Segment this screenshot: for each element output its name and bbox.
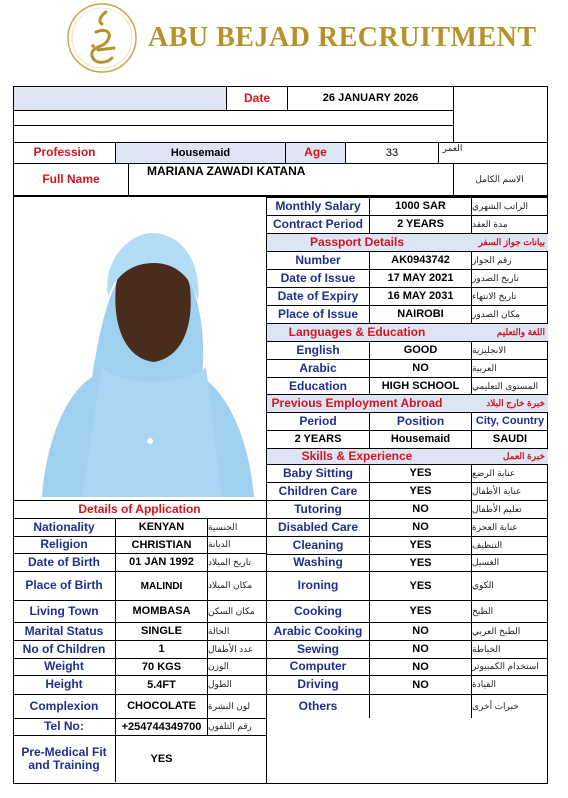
- emp-country-header: City, Country: [475, 415, 545, 428]
- skill-row-arabic: تعليم الأطفال: [472, 503, 522, 514]
- detail-arabic: تاريخ الميلاد: [208, 556, 251, 567]
- passport-header-title: Passport Details: [309, 234, 405, 249]
- skill-row-value: YES: [409, 485, 432, 498]
- detail-label: Marital Status: [24, 623, 104, 638]
- skill-row-arabic: استخدام الكمبيوتر: [472, 661, 539, 672]
- skill-row-label: Children Care: [278, 483, 358, 498]
- passport-row-label: Date of Issue: [280, 270, 356, 285]
- language-row-value: NO: [412, 362, 429, 375]
- detail-arabic: [208, 736, 266, 782]
- detail-label: Place of Birth: [25, 578, 103, 593]
- detail-arabic: الجنسية: [208, 521, 238, 532]
- skill-row-value: NO: [412, 678, 429, 691]
- detail-arabic: الحالة: [208, 625, 230, 636]
- detail-value: SINGLE: [141, 625, 182, 638]
- passport-row-value: NAIROBI: [397, 308, 444, 321]
- fullname-arabic: الاسم الكامل: [475, 173, 524, 184]
- detail-label: Nationality: [33, 519, 95, 534]
- profession-label: Profession: [33, 145, 96, 160]
- passport-row-value: AK0943742: [391, 254, 450, 267]
- skill-row-arabic: الكوي: [472, 580, 494, 591]
- emp-period-header: Period: [299, 413, 337, 428]
- skill-row-arabic: عناية الرضع: [472, 467, 516, 478]
- detail-arabic: الطول: [208, 679, 232, 690]
- skill-row-label: Disabled Care: [277, 519, 359, 534]
- skill-row-label: Arabic Cooking: [273, 623, 363, 638]
- detail-arabic: الوزن: [208, 661, 229, 672]
- skill-row-arabic: الطبخ العربي: [472, 625, 521, 636]
- monthly-salary-label: Monthly Salary: [275, 198, 361, 213]
- detail-value: KENYAN: [138, 521, 185, 534]
- contract-period-value: 2 YEARS: [397, 218, 444, 231]
- detail-label: Religion: [40, 537, 88, 552]
- passport-row-label: Place of Issue: [277, 306, 359, 321]
- language-row-label: English: [296, 342, 340, 357]
- skill-row-label: Cooking: [294, 603, 342, 618]
- skill-row-arabic: عناية العجزة: [472, 521, 518, 532]
- emp-period: 2 YEARS: [294, 433, 342, 446]
- skills-header-title: Skills & Experience: [301, 449, 413, 463]
- profession-value: Housemaid: [170, 146, 231, 159]
- detail-arabic: الديانة: [208, 539, 231, 550]
- detail-label: No of Children: [22, 641, 106, 656]
- passport-row-arabic: تاريخ الصدور: [472, 272, 519, 283]
- language-row-arabic: العربية: [472, 362, 497, 373]
- detail-arabic: عدد الأطفال: [208, 643, 254, 654]
- language-row-value: HIGH SCHOOL: [381, 380, 460, 393]
- detail-value: YES: [150, 752, 173, 765]
- language-row-value: GOOD: [403, 344, 438, 357]
- skill-row-value: NO: [412, 521, 429, 534]
- detail-value: CHRISTIAN: [131, 538, 192, 551]
- contract-period-arabic: مدة العقد: [472, 218, 508, 229]
- languages-header-title: Languages & Education: [288, 324, 426, 339]
- detail-label: Weight: [44, 659, 84, 674]
- skill-row-value: NO: [412, 643, 429, 656]
- skill-row-value: NO: [412, 625, 429, 638]
- skill-row-label: Sewing: [296, 641, 339, 656]
- emp-country: SAUDI: [492, 433, 528, 446]
- skill-row-label: Tutoring: [294, 501, 342, 516]
- skill-row-value: NO: [412, 660, 429, 673]
- detail-arabic: مكان السكن: [208, 605, 255, 616]
- calligraphy-logo-icon: [62, 2, 142, 74]
- languages-header-arabic: اللغة والتعليم: [496, 326, 545, 337]
- passport-row-arabic: رقم الجواز: [472, 254, 512, 265]
- detail-value: MALINDI: [140, 580, 183, 592]
- skill-row-label: Driving: [297, 677, 339, 692]
- detail-arabic: مكان الميلاد: [208, 580, 253, 591]
- detail-value: 1: [158, 643, 165, 656]
- passport-row-value: 16 MAY 2031: [387, 290, 454, 303]
- language-row-label: Arabic: [299, 360, 337, 375]
- detail-label: Date of Birth: [28, 554, 100, 569]
- candidate-photo: [22, 197, 262, 497]
- emp-position-header: Position: [396, 413, 445, 428]
- fullname-label: Full Name: [42, 171, 100, 186]
- skill-row-value: YES: [409, 605, 432, 618]
- monthly-salary-value: 1000 SAR: [395, 200, 446, 213]
- skill-row-arabic: الغسيل: [472, 557, 500, 568]
- skill-row-label: Ironing: [297, 578, 339, 593]
- detail-label: Tel No:: [44, 719, 84, 734]
- skill-row-arabic: خبرات أخرى: [472, 700, 519, 711]
- detail-label: Living Town: [29, 603, 99, 618]
- detail-label: Complexion: [29, 698, 99, 713]
- skill-row-label: Cleaning: [292, 537, 344, 552]
- skill-row-arabic: عناية الأطفال: [472, 485, 522, 496]
- skill-row-arabic: القيادة: [472, 679, 496, 690]
- detail-value: MOMBASA: [132, 605, 191, 618]
- detail-value: 01 JAN 1992: [129, 556, 194, 569]
- passport-row-arabic: تاريخ الانتهاء: [472, 290, 517, 301]
- detail-value: +254744349700: [121, 720, 202, 733]
- language-row-label: Education: [288, 378, 347, 393]
- passport-row-label: Number: [295, 252, 341, 267]
- age-arabic: العمر: [442, 143, 463, 154]
- skill-row-label: Washing: [293, 555, 343, 570]
- passport-row-label: Date of Expiry: [277, 288, 359, 303]
- company-name: ABU BEJAD RECRUITMENT: [148, 22, 537, 53]
- monthly-salary-arabic: الراتب الشهري: [472, 200, 528, 211]
- passport-header-arabic: بيانات جواز السفر: [478, 236, 545, 247]
- skill-row-value: NO: [412, 503, 429, 516]
- passport-row-arabic: مكان الصدور: [472, 308, 521, 319]
- language-row-arabic: المستوى التعليمي: [472, 380, 539, 391]
- skill-row-value: YES: [409, 539, 432, 552]
- language-row-arabic: الانجليزية: [472, 344, 506, 355]
- passport-row-value: 17 MAY 2021: [387, 272, 454, 285]
- fullname-value: MARIANA ZAWADI KATANA: [147, 164, 306, 179]
- skill-row-label: Baby Sitting: [282, 465, 353, 480]
- top-shade: [14, 87, 226, 110]
- details-title: Details of Application: [78, 501, 201, 516]
- age-value: 33: [385, 146, 399, 159]
- skill-row-label: Others: [298, 698, 338, 713]
- skill-row-value: YES: [409, 579, 432, 592]
- detail-value: CHOCOLATE: [127, 700, 196, 713]
- detail-label: Pre-Medical Fit and Training: [21, 744, 107, 772]
- date-label: Date: [243, 90, 270, 105]
- contract-period-label: Contract Period: [272, 216, 363, 231]
- skill-row-value: YES: [409, 467, 432, 480]
- skill-row-value: YES: [409, 556, 432, 569]
- skill-row-value: [370, 695, 471, 718]
- skill-row-label: Computer: [289, 659, 347, 674]
- age-label: Age: [304, 145, 327, 160]
- skill-row-arabic: التنظيف: [472, 539, 503, 550]
- skill-row-arabic: الطبخ: [472, 605, 494, 616]
- detail-label: Height: [45, 677, 83, 692]
- skills-header-arabic: خبرة العمل: [502, 450, 545, 461]
- skill-row-arabic: الخياطة: [472, 643, 501, 654]
- date-value: 26 JANUARY 2026: [322, 92, 419, 105]
- detail-arabic: رقم التلفون: [208, 721, 252, 732]
- employment-header-title: Previous Employment Abroad: [271, 395, 443, 410]
- detail-value: 5.4FT: [147, 678, 176, 691]
- detail-value: 70 KGS: [141, 660, 182, 673]
- employment-header-arabic: خبرة خارج البلاد: [486, 397, 545, 408]
- emp-position: Housemaid: [390, 433, 451, 446]
- detail-arabic: لون البشرة: [208, 700, 251, 711]
